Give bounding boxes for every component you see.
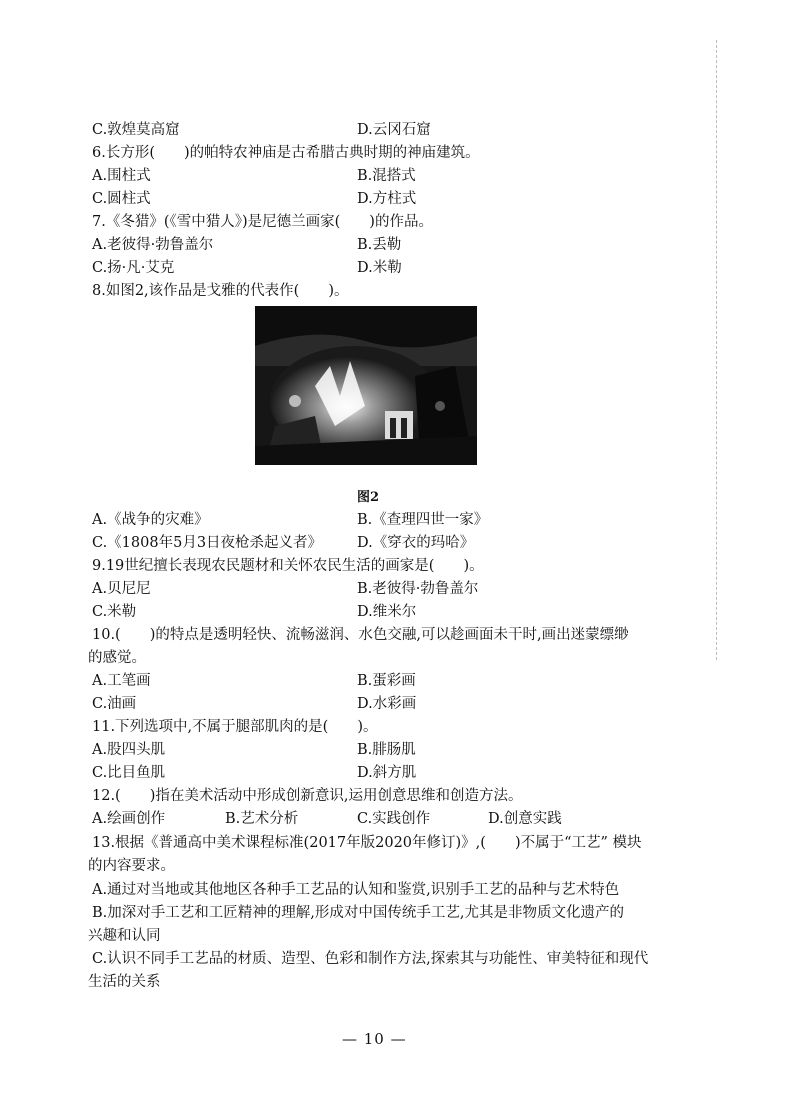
question-9-option-d: D.维米尔 <box>357 604 417 620</box>
question-8-option-b: B.《查理四世一家》 <box>357 512 489 528</box>
question-6-option-a: A.围柱式 <box>92 168 151 184</box>
question-8-option-a: A.《战争的灾难》 <box>92 512 209 528</box>
question-8-option-c: C.《1808年5月3日夜枪杀起义者》 <box>92 535 323 551</box>
page-number: — 10 — <box>342 1030 407 1048</box>
question-6-option-c: C.圆柱式 <box>92 191 151 207</box>
prev-option-c: C.敦煌莫高窟 <box>92 122 180 138</box>
question-11-stem: 11.下列选项中,不属于腿部肌肉的是( )。 <box>92 719 378 735</box>
question-9-option-a: A.贝尼尼 <box>92 581 151 597</box>
question-9-stem: 9.19世纪擅长表现农民题材和关怀农民生活的画家是( )。 <box>92 558 484 574</box>
question-7-option-c: C.扬·凡·艾克 <box>92 260 175 276</box>
question-10-stem-line1: 10.( )的特点是透明轻快、流畅滋润、水色交融,可以趁画面未干时,画出迷蒙缥缈 <box>92 627 629 643</box>
question-13-option-c-line1: C.认识不同手工艺品的材质、造型、色彩和制作方法,探索其与功能性、审美特征和现代 <box>92 951 649 967</box>
question-10-option-a: A.工笔画 <box>92 673 151 689</box>
question-7-option-a: A.老彼得·勃鲁盖尔 <box>92 237 214 253</box>
question-12-stem: 12.( )指在美术活动中形成创新意识,运用创意思维和创造方法。 <box>92 788 523 804</box>
question-12-option-d: D.创意实践 <box>488 811 562 827</box>
question-7-stem: 7.《冬猎》(《雪中猎人》)是尼德兰画家( )的作品。 <box>92 214 433 230</box>
question-13-option-a: A.通过对当地或其他地区各种手工艺品的认知和鉴赏,识别手工艺的品种与艺术特色 <box>92 882 620 898</box>
question-6-stem: 6.长方形( )的帕特农神庙是古希腊古典时期的神庙建筑。 <box>92 145 480 161</box>
binding-line <box>716 40 718 660</box>
question-12-option-a: A.绘画创作 <box>92 811 166 827</box>
question-6-option-d: D.方柱式 <box>357 191 417 207</box>
question-11-option-a: A.股四头肌 <box>92 742 166 758</box>
question-10-option-c: C.油画 <box>92 696 137 712</box>
question-10-stem-line2: 的感觉。 <box>88 650 146 666</box>
question-13-option-b-line1: B.加深对手工艺和工匠精神的理解,形成对中国传统手工艺,尤其是非物质文化遗产的 <box>92 905 624 921</box>
question-8-option-d: D.《穿衣的玛哈》 <box>357 535 475 551</box>
figure-caption: 图2 <box>357 490 380 505</box>
question-13-option-c-line2: 生活的关系 <box>88 974 161 990</box>
question-13-option-b-line2: 兴趣和认同 <box>88 928 161 944</box>
question-7-option-b: B.丢勒 <box>357 237 402 253</box>
painting-image <box>255 306 477 465</box>
question-9-option-c: C.米勒 <box>92 604 137 620</box>
prev-option-d: D.云冈石窟 <box>357 122 431 138</box>
question-10-option-d: D.水彩画 <box>357 696 417 712</box>
question-10-option-b: B.蛋彩画 <box>357 673 416 689</box>
question-11-option-b: B.腓肠肌 <box>357 742 416 758</box>
question-7-option-d: D.米勒 <box>357 260 402 276</box>
figure-2-goya-painting <box>255 306 477 465</box>
question-11-option-c: C.比目鱼肌 <box>92 765 166 781</box>
question-8-stem: 8.如图2,该作品是戈雅的代表作( )。 <box>92 283 349 299</box>
question-13-stem-line1: 13.根据《普通高中美术课程标准(2017年版2020年修订)》,( )不属于“工艺” 模块 <box>92 835 642 851</box>
question-11-option-d: D.斜方肌 <box>357 765 417 781</box>
question-6-option-b: B.混搭式 <box>357 168 416 184</box>
question-13-stem-line2: 的内容要求。 <box>88 858 175 874</box>
question-12-option-c: C.实践创作 <box>357 811 431 827</box>
question-9-option-b: B.老彼得·勃鲁盖尔 <box>357 581 479 597</box>
question-12-option-b: B.艺术分析 <box>225 811 299 827</box>
